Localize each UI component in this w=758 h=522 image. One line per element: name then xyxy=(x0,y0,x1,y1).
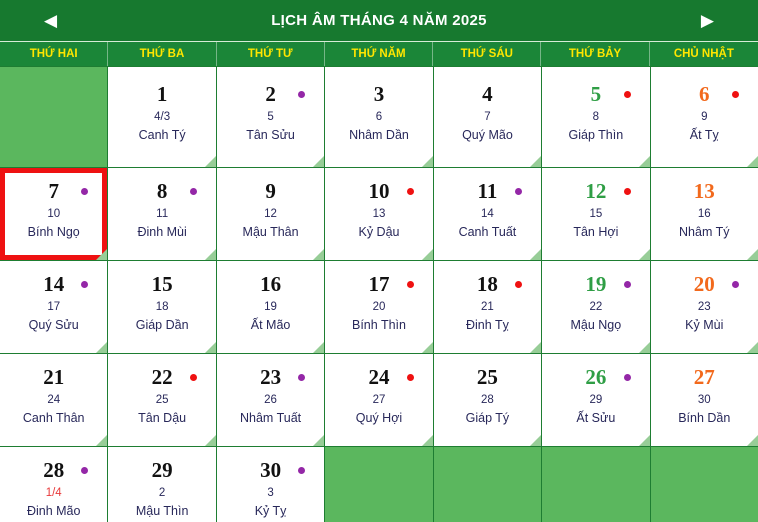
event-dot xyxy=(732,91,739,98)
day-number-row xyxy=(325,366,432,389)
can-chi-label: Ất Mão xyxy=(250,317,291,332)
event-dot xyxy=(407,188,414,195)
calendar-grid xyxy=(0,66,758,522)
can-chi-label: Kỷ Tỵ xyxy=(254,503,287,518)
lunar-day-number: 12 xyxy=(264,208,277,221)
lunar-day-number: 3 xyxy=(267,487,274,500)
can-chi-label: Đinh Mùi xyxy=(137,224,187,239)
empty-cell xyxy=(0,67,107,167)
solar-day-number: 27 xyxy=(693,365,715,390)
can-chi-label: Mậu Thìn xyxy=(135,503,189,518)
solar-day-number: 11 xyxy=(477,179,498,204)
calendar-day-cell[interactable] xyxy=(434,261,541,353)
day-number-row xyxy=(434,83,541,106)
calendar-day-cell[interactable] xyxy=(108,261,215,353)
day-number-row xyxy=(325,180,432,203)
day-number-row xyxy=(651,180,758,203)
solar-day-number: 12 xyxy=(585,179,607,204)
can-chi-label: Giáp Thìn xyxy=(568,127,624,142)
calendar-day-cell[interactable] xyxy=(542,354,649,446)
solar-day-number: 15 xyxy=(151,272,173,297)
day-number-row xyxy=(651,366,758,389)
solar-day-number: 25 xyxy=(476,365,498,390)
calendar-day-cell[interactable] xyxy=(325,168,432,260)
lunar-day-number: 2 xyxy=(158,487,166,500)
calendar-day-cell[interactable] xyxy=(434,67,541,167)
day-number-row xyxy=(542,366,649,389)
day-number-row xyxy=(0,180,107,203)
can-chi-label: Tân Hợi xyxy=(573,224,619,239)
calendar-day-cell[interactable] xyxy=(0,354,107,446)
event-dot xyxy=(624,374,631,381)
lunar-day-number: 22 xyxy=(589,301,603,314)
day-number-row xyxy=(108,273,215,296)
lunar-day-number: 13 xyxy=(372,208,386,221)
lunar-day-number: 5 xyxy=(267,111,274,124)
event-dot xyxy=(190,188,197,195)
solar-day-number: 1 xyxy=(156,82,168,107)
solar-day-number: 2 xyxy=(265,82,276,107)
lunar-day-number: 20 xyxy=(372,301,386,314)
can-chi-label: Quý Hợi xyxy=(355,410,403,425)
event-dot xyxy=(624,91,631,98)
next-month-icon[interactable]: ▶ xyxy=(700,11,714,30)
calendar-day-cell[interactable] xyxy=(108,354,215,446)
day-number-row xyxy=(217,273,324,296)
day-number-row xyxy=(108,366,215,389)
can-chi-label: Đinh Tỵ xyxy=(466,317,509,332)
solar-day-number: 20 xyxy=(693,272,715,297)
event-dot xyxy=(81,281,88,288)
day-number-row xyxy=(325,273,432,296)
solar-day-number: 23 xyxy=(260,365,282,390)
calendar-day-cell[interactable] xyxy=(217,447,324,522)
can-chi-label: Bính Dần xyxy=(678,410,731,425)
can-chi-label: Nhâm Dần xyxy=(349,127,409,142)
calendar-day-cell[interactable] xyxy=(434,168,541,260)
solar-day-number: 4 xyxy=(482,82,493,107)
calendar-day-cell[interactable] xyxy=(217,261,324,353)
calendar-day-cell[interactable] xyxy=(108,447,215,522)
empty-cell xyxy=(325,447,432,522)
event-dot xyxy=(190,374,197,381)
calendar-day-cell[interactable] xyxy=(217,67,324,167)
lunar-day-number: 27 xyxy=(372,394,386,407)
lunar-day-number: 10 xyxy=(47,208,61,221)
calendar-day-cell[interactable] xyxy=(542,168,649,260)
calendar-title-bar xyxy=(0,0,758,41)
solar-day-number: 26 xyxy=(585,365,607,390)
day-number-row xyxy=(108,459,215,482)
solar-day-number: 16 xyxy=(260,272,282,297)
lunar-day-number: 4/3 xyxy=(154,111,171,124)
calendar-day-cell[interactable] xyxy=(651,67,758,167)
weekday-header-wednesday: THỨ TƯ xyxy=(217,42,325,66)
can-chi-label: Bính Thìn xyxy=(352,317,406,332)
lunar-day-number: 23 xyxy=(697,301,711,314)
solar-day-number: 21 xyxy=(43,365,65,390)
event-dot xyxy=(515,281,522,288)
solar-day-number: 17 xyxy=(368,272,390,297)
lunar-day-number: 15 xyxy=(589,208,603,221)
lunar-day-number: 8 xyxy=(592,111,600,124)
calendar-day-cell[interactable] xyxy=(542,261,649,353)
can-chi-label: Tân Sửu xyxy=(246,127,295,142)
solar-day-number: 28 xyxy=(43,458,65,483)
event-dot xyxy=(298,374,305,381)
empty-cell xyxy=(651,447,758,522)
event-dot xyxy=(515,188,522,195)
calendar-day-cell[interactable] xyxy=(542,67,649,167)
can-chi-label: Quý Mão xyxy=(462,127,513,142)
lunar-day-number: 18 xyxy=(155,301,169,314)
solar-day-number: 10 xyxy=(368,179,390,204)
can-chi-label: Mậu Ngọ xyxy=(570,317,622,332)
lunar-day-number: 11 xyxy=(156,208,169,221)
calendar-day-cell[interactable] xyxy=(651,168,758,260)
day-number-row xyxy=(542,273,649,296)
event-dot xyxy=(407,374,414,381)
event-dot xyxy=(624,188,631,195)
lunar-day-number: 29 xyxy=(589,394,603,407)
calendar-title: LỊCH ÂM THÁNG 4 NĂM 2025 xyxy=(271,12,487,29)
day-number-row xyxy=(217,366,324,389)
day-number-row xyxy=(108,180,215,203)
day-number-row xyxy=(108,83,215,106)
solar-day-number: 13 xyxy=(693,179,715,204)
calendar-day-cell[interactable] xyxy=(325,354,432,446)
solar-day-number: 22 xyxy=(151,365,173,390)
can-chi-label: Canh Thân xyxy=(22,410,85,425)
can-chi-label: Giáp Tý xyxy=(465,410,510,425)
weekday-header-row xyxy=(0,41,758,66)
can-chi-label: Canh Tý xyxy=(138,127,186,142)
can-chi-label: Nhâm Tý xyxy=(679,224,730,239)
event-dot xyxy=(81,467,88,474)
day-number-row xyxy=(434,273,541,296)
solar-day-number: 7 xyxy=(48,179,59,204)
calendar-day-cell[interactable] xyxy=(0,447,107,522)
day-number-row xyxy=(434,180,541,203)
can-chi-label: Kỷ Mùi xyxy=(685,317,724,332)
calendar-day-cell[interactable] xyxy=(434,354,541,446)
solar-day-number: 18 xyxy=(476,272,498,297)
day-number-row xyxy=(651,83,758,106)
day-number-row xyxy=(325,83,432,106)
empty-cell xyxy=(434,447,541,522)
calendar-day-cell[interactable] xyxy=(325,261,432,353)
event-dot xyxy=(298,91,305,98)
can-chi-label: Mậu Thân xyxy=(242,224,299,239)
solar-day-number: 5 xyxy=(590,82,602,107)
calendar-day-cell[interactable] xyxy=(217,354,324,446)
day-number-row xyxy=(217,180,324,203)
solar-day-number: 24 xyxy=(368,365,390,390)
lunar-day-number: 26 xyxy=(264,394,277,407)
lunar-day-number: 21 xyxy=(481,301,494,314)
solar-day-number: 29 xyxy=(151,458,173,483)
calendar-day-cell[interactable] xyxy=(651,261,758,353)
lunar-day-number: 24 xyxy=(47,394,61,407)
lunar-day-number: 1/4 xyxy=(45,487,62,500)
can-chi-label: Ất Tỵ xyxy=(689,127,719,142)
lunar-day-number: 6 xyxy=(375,111,383,124)
calendar-day-cell[interactable] xyxy=(108,168,215,260)
calendar-day-cell[interactable] xyxy=(108,67,215,167)
lunar-day-number: 16 xyxy=(697,208,711,221)
calendar-day-cell[interactable] xyxy=(217,168,324,260)
weekday-header-monday: THỨ HAI xyxy=(0,42,108,66)
solar-day-number: 6 xyxy=(699,82,710,107)
weekday-header-sunday: CHỦ NHẬT xyxy=(673,48,734,60)
can-chi-label: Canh Tuất xyxy=(458,224,517,239)
lunar-day-number: 25 xyxy=(155,394,169,407)
lunar-day-number: 9 xyxy=(701,111,708,124)
calendar-day-cell[interactable] xyxy=(325,67,432,167)
event-dot xyxy=(81,188,88,195)
can-chi-label: Nhâm Tuất xyxy=(239,410,302,425)
event-dot xyxy=(732,281,739,288)
day-number-row xyxy=(542,180,649,203)
day-number-row xyxy=(542,83,649,106)
solar-day-number: 9 xyxy=(265,179,276,204)
solar-day-number: 8 xyxy=(156,179,168,204)
event-dot xyxy=(298,467,305,474)
lunar-day-number: 7 xyxy=(484,111,491,124)
day-number-row xyxy=(0,459,107,482)
solar-day-number: 3 xyxy=(373,82,385,107)
can-chi-label: Đinh Mão xyxy=(26,503,81,518)
can-chi-label: Tân Dậu xyxy=(138,410,187,425)
can-chi-label: Giáp Dần xyxy=(135,317,189,332)
day-number-row xyxy=(217,83,324,106)
lunar-day-number: 19 xyxy=(264,301,277,314)
lunar-day-number: 30 xyxy=(697,394,711,407)
can-chi-label: Kỷ Dậu xyxy=(358,224,400,239)
weekday-header-tuesday: THỨ BA xyxy=(108,42,216,66)
calendar-day-cell[interactable] xyxy=(0,261,107,353)
lunar-day-number: 17 xyxy=(47,301,61,314)
day-number-row xyxy=(0,273,107,296)
empty-cell xyxy=(542,447,649,522)
solar-day-number: 30 xyxy=(260,458,282,483)
solar-day-number: 14 xyxy=(43,272,65,297)
can-chi-label: Ất Sửu xyxy=(576,410,616,425)
day-number-row xyxy=(217,459,324,482)
can-chi-label: Quý Sửu xyxy=(28,317,79,332)
day-number-row xyxy=(434,366,541,389)
calendar-day-cell[interactable] xyxy=(651,354,758,446)
event-dot xyxy=(624,281,631,288)
event-dot xyxy=(407,281,414,288)
solar-day-number: 19 xyxy=(585,272,607,297)
lunar-day-number: 14 xyxy=(481,208,494,221)
lunar-day-number: 28 xyxy=(481,394,494,407)
weekday-header-thursday: THỨ NĂM xyxy=(325,42,433,66)
day-number-row xyxy=(651,273,758,296)
prev-month-icon[interactable]: ◀ xyxy=(44,11,58,30)
weekday-header-friday: THỨ SÁU xyxy=(433,42,541,66)
calendar-day-cell[interactable] xyxy=(0,168,107,260)
day-number-row xyxy=(0,366,107,389)
weekday-header-saturday: THỨ BẢY xyxy=(541,42,649,66)
can-chi-label: Bính Ngọ xyxy=(27,224,80,239)
